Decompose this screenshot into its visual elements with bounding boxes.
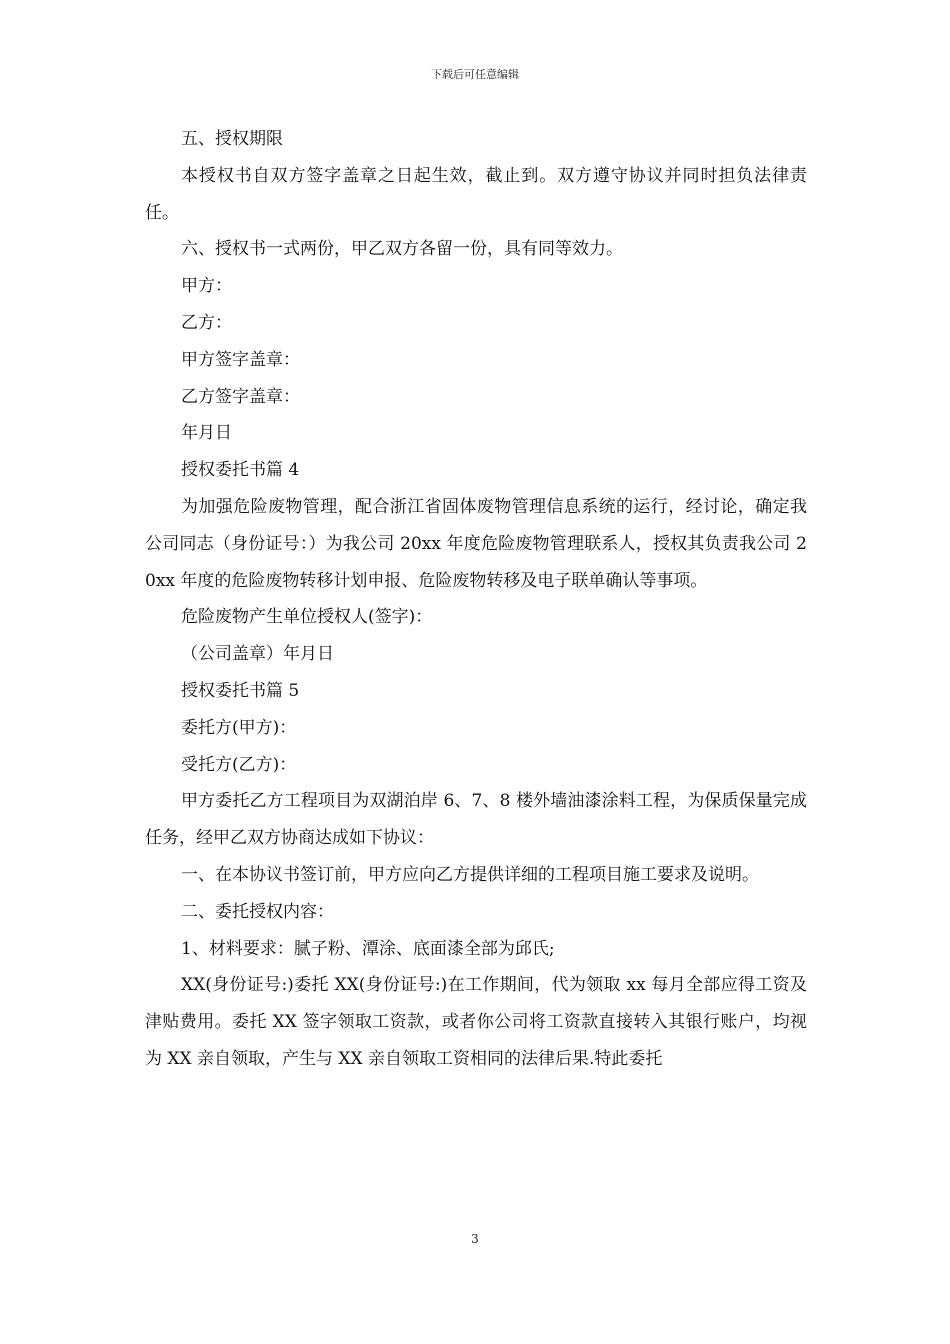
- party-b-signature-label: 乙方签字盖章：: [181, 386, 300, 407]
- principal-label: 委托方(甲方)：: [181, 717, 297, 738]
- section-title-5: 授权委托书篇 5: [181, 680, 300, 701]
- page-header: 下载后可任意编辑: [431, 68, 519, 81]
- date-label: 年月日: [181, 423, 232, 444]
- company-seal-date-label: （公司盖章）年月日: [181, 644, 334, 665]
- paragraph-project: 甲方委托乙方工程项目为双湖泊岸 6、7、8 楼外墙油漆涂料工程，为保质保量完成任务，经甲乙双方协商达成如下协议：: [145, 791, 807, 849]
- paragraph-term-effect: 本授权书自双方签字盖章之日起生效，截止到。双方遵守协议并同时担负法律责任。: [145, 165, 807, 223]
- paragraph-copies: 六、授权书一式两份，甲乙双方各留一份，具有同等效力。: [181, 239, 623, 260]
- party-a-label: 甲方：: [181, 276, 232, 297]
- section-title-4: 授权委托书篇 4: [181, 460, 300, 481]
- paragraph-hazardous-waste: 为加强危险废物管理，配合浙江省固体废物管理信息系统的运行，经讨论，确定我公司同志（身份证号：）为我公司 20xx 年度危险废物管理联系人，授权其负责我公司 20xx 年度的危险废物转移计划申报、危险废物转移及电子联单确认等事项。: [145, 496, 807, 591]
- party-b-label: 乙方：: [181, 312, 232, 333]
- document-body: [145, 121, 807, 1078]
- paragraph-material-requirements: 1、材料要求：腻子粉、潭涂、底面漆全部为邱氏;: [181, 938, 555, 959]
- section-heading-term: 五、授权期限: [181, 129, 283, 149]
- party-a-signature-label: 甲方签字盖章：: [181, 349, 300, 370]
- page-number: 3: [471, 1232, 479, 1246]
- paragraph-salary-authorization: XX(身份证号:)委托 XX(身份证号:)在工作期间，代为领取 xx 每月全部应得工资及津贴费用。委托 XX 签字领取工资款，或者你公司将工资款直接转入其银行账户，均视为 XX 亲自领取，产生与 XX 亲自领取工资相同的法律后果.特此委托: [145, 975, 807, 1069]
- paragraph-clause-2: 二、委托授权内容：: [181, 901, 334, 922]
- paragraph-clause-1: 一、在本协议书签订前，甲方应向乙方提供详细的工程项目施工要求及说明。: [181, 864, 759, 885]
- agent-label: 受托方(乙方)：: [181, 754, 297, 775]
- authorizer-signature-label: 危险废物产生单位授权人(签字)：: [181, 607, 433, 628]
